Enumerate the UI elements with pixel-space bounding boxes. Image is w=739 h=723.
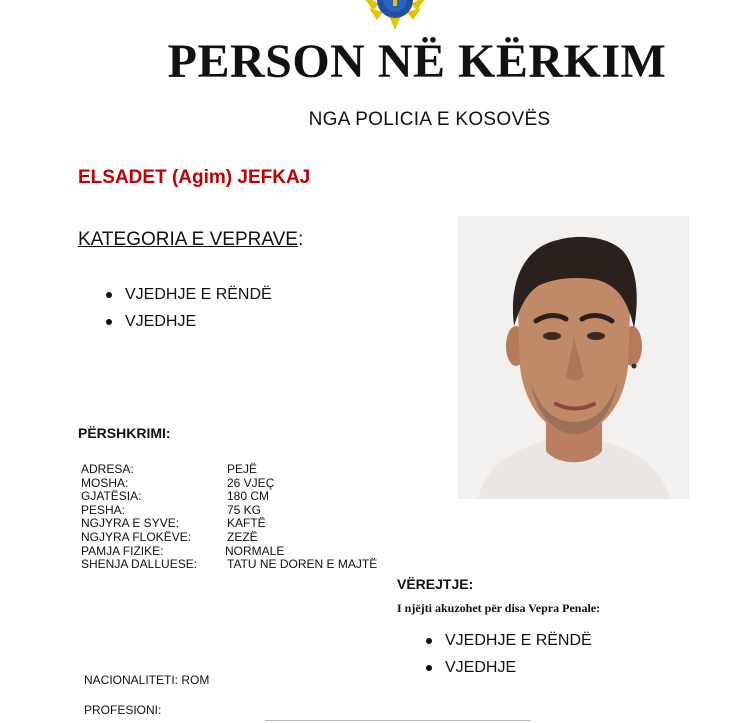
offense-category-heading-text: KATEGORIA E VEPRAVE bbox=[78, 229, 298, 250]
description-label: GJATËSIA: bbox=[81, 489, 142, 504]
profession-text: PROFESIONI: bbox=[84, 703, 162, 717]
list-item: VJEDHJE bbox=[103, 308, 272, 335]
description-label: NGJYRA E SYVE: bbox=[81, 516, 180, 531]
description-label: NGJYRA FLOKËVE: bbox=[81, 529, 192, 544]
list-item: VJEDHJE E RËNDË bbox=[423, 627, 592, 654]
notes-offense-list bbox=[423, 627, 592, 681]
description-value: NORMALE bbox=[225, 543, 285, 558]
offense-category-heading-colon: : bbox=[297, 229, 304, 250]
description-value: TATU NE DOREN E MAJTË bbox=[227, 557, 378, 572]
description-label: SHENJA DALLUESE: bbox=[81, 557, 198, 572]
description-value: 180 CM bbox=[227, 489, 270, 504]
list-item: VJEDHJE bbox=[423, 654, 592, 681]
police-emblem-icon bbox=[355, 0, 435, 30]
page-title: PERSON NË KËRKIM bbox=[167, 35, 667, 88]
page-subtitle: NGA POLICIA E KOSOVËS bbox=[308, 109, 551, 130]
description-value: 26 VJEÇ bbox=[227, 475, 275, 490]
description-value: PEJË bbox=[227, 462, 258, 476]
description-value: KAFTË bbox=[227, 516, 266, 531]
description-label: PAMJA FIZIKE: bbox=[81, 543, 164, 558]
description-value: ZEZË bbox=[227, 529, 258, 544]
notes-subheading: I njëjti akuzohet për disa Vepra Penale: bbox=[397, 601, 601, 615]
description-heading: PËRSHKRIMI: bbox=[78, 425, 171, 441]
wanted-person-name: ELSADET (Agim) JEFKAJ bbox=[78, 167, 311, 188]
description-value: 75 KG bbox=[227, 502, 262, 517]
offense-category-list bbox=[103, 281, 272, 335]
description-label: ADRESA: bbox=[81, 462, 134, 476]
bottom-divider bbox=[265, 720, 531, 721]
description-label: MOSHA: bbox=[81, 475, 129, 490]
notes-heading: VËREJTJE: bbox=[397, 576, 474, 592]
person-photo bbox=[458, 216, 689, 499]
list-item: VJEDHJE E RËNDË bbox=[103, 281, 272, 308]
description-label: PESHA: bbox=[81, 502, 126, 517]
offense-category-heading bbox=[78, 229, 303, 251]
nationality-text: NACIONALITETI: ROM bbox=[84, 673, 210, 687]
